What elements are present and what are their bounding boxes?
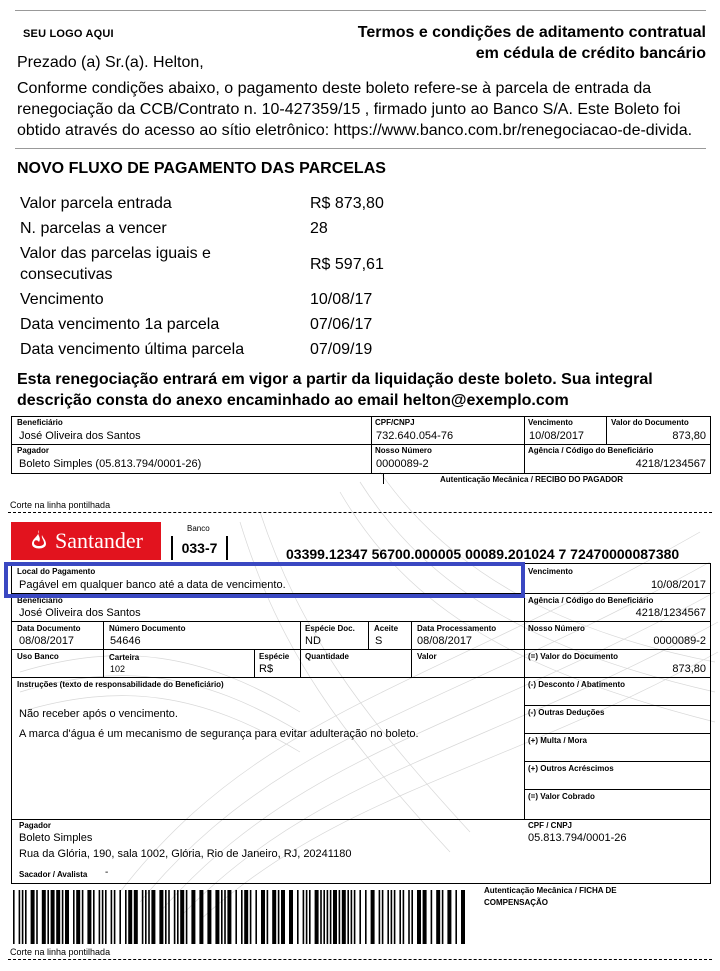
receipt-valor-label: Valor do Documento	[611, 418, 689, 427]
receipt-cpf-label: CPF/CNPJ	[375, 418, 415, 427]
ficha-row-divider	[524, 733, 711, 734]
row-value: 10/08/17	[310, 291, 373, 308]
beneficiario: José Oliveira dos Santos	[19, 607, 141, 619]
company-logo: SEU LOGO AQUI	[23, 28, 114, 40]
valor-doc: 873,80	[672, 663, 706, 675]
cell-divider	[411, 649, 412, 677]
vencimento-label: Vencimento	[528, 567, 573, 576]
row-value: R$ 597,61	[310, 255, 384, 273]
ficha-autenticacao-2: COMPENSAÇÃO	[484, 898, 549, 907]
bank-label: Banco	[187, 524, 210, 533]
data-doc: 08/08/2017	[19, 635, 75, 647]
section-title: NOVO FLUXO DE PAGAMENTO DAS PARCELAS	[17, 160, 386, 177]
greeting: Prezado (a) Sr.(a). Helton,	[17, 54, 204, 71]
ficha-right-column-divider	[524, 563, 525, 820]
sacador: -	[105, 867, 109, 878]
ficha-row-divider	[524, 705, 711, 706]
cell-divider	[368, 621, 369, 649]
ficha-row-divider	[11, 621, 711, 622]
receipt-left-border	[11, 416, 12, 474]
receipt-col-divider	[524, 416, 525, 474]
pagador-cpf-label: CPF / CNPJ	[528, 821, 573, 830]
row-value: 28	[310, 220, 328, 237]
cell-divider	[411, 621, 412, 649]
local-label: Local do Pagamento	[17, 567, 96, 576]
top-divider	[15, 10, 706, 11]
instrucao-2: A marca d'água é um mecanismo de segurança para evitar adulteração no boleto.	[19, 728, 419, 740]
pagador-label: Pagador	[19, 821, 52, 830]
cell-divider	[254, 649, 255, 677]
pagador-nome: Boleto Simples	[19, 832, 93, 844]
ficha-row-divider	[524, 761, 711, 762]
row-value: 07/06/17	[310, 316, 373, 333]
row-label: Vencimento	[20, 291, 104, 308]
table-row	[17, 242, 387, 288]
cut-line	[8, 512, 712, 513]
receipt-nosso-label: Nosso Número	[375, 446, 432, 455]
beneficiario-label: Beneficiário	[17, 596, 63, 605]
nosso-numero: 0000089-2	[653, 635, 706, 647]
pagador-cpf: 05.813.794/0001-26	[528, 832, 627, 844]
receipt-agencia-label: Agência / Código do Beneficiário	[528, 446, 654, 455]
cut-line-bottom	[8, 959, 712, 960]
carteira-label: Carteira	[109, 653, 140, 662]
aceite: S	[375, 635, 383, 647]
barcode	[13, 890, 469, 944]
instrucao-1: Não receber após o vencimento.	[19, 708, 178, 720]
especie: R$	[259, 663, 274, 675]
row-label: Data vencimento última parcela	[20, 341, 245, 358]
ficha-row-divider	[11, 677, 711, 678]
bank-name: Santander	[55, 528, 143, 553]
linha-digitavel: 03399.12347 56700.000005 00089.201024 7 72470000087380	[286, 546, 680, 562]
receipt-agencia: 4218/1234567	[635, 458, 706, 470]
table-row	[17, 338, 387, 363]
auth-bracket	[383, 474, 384, 484]
desconto-label: (-) Desconto / Abatimento	[528, 680, 626, 689]
ficha-autenticacao-1: Autenticação Mecânica / FICHA DE	[484, 886, 617, 895]
receipt-vencimento: 10/08/2017	[529, 430, 585, 442]
cell-divider	[300, 649, 301, 677]
outros-acrescimos-label: (+) Outros Acréscimos	[528, 764, 614, 773]
row-label: Data vencimento 1a parcela	[20, 316, 220, 333]
receipt-col-divider	[371, 416, 372, 474]
receipt-valor: 873,80	[672, 430, 706, 442]
receipt-pagador-label: Pagador	[17, 446, 50, 455]
multa-label: (+) Multa / Mora	[528, 736, 587, 745]
bank-code: 033-7	[171, 536, 228, 560]
cut-line-label-bottom: Corte na linha pontilhada	[10, 947, 111, 957]
row-label: Valor parcela entrada	[20, 195, 172, 212]
ficha-row-divider	[11, 649, 711, 650]
especie-doc-label: Espécie Doc.	[305, 624, 355, 633]
table-row	[17, 192, 387, 217]
data-doc-label: Data Documento	[17, 624, 81, 633]
sacador-label: Sacador / Avalista	[19, 870, 88, 879]
validity-notice: Esta renegociação entrará em vigor a partir da liquidação deste boleto. Sua integral descrição consta do anexo encaminhado ao email helton@exemplo.com	[17, 371, 653, 409]
valor-label: Valor	[417, 652, 437, 661]
receipt-nosso: 0000089-2	[376, 458, 429, 470]
receipt-beneficiario: José Oliveira dos Santos	[19, 430, 141, 442]
cell-divider	[103, 649, 104, 677]
uso-banco-label: Uso Banco	[17, 652, 59, 661]
data-proc: 08/08/2017	[417, 635, 473, 647]
table-row	[17, 288, 387, 313]
num-doc-label: Número Documento	[109, 624, 186, 633]
receipt-pagador: Boleto Simples (05.813.794/0001-26)	[19, 458, 202, 470]
receipt-autenticacao: Autenticação Mecânica / RECIBO DO PAGADOR	[440, 475, 623, 484]
row-label: Valor das parcelas iguais e consecutivas	[20, 245, 211, 283]
especie-doc: ND	[305, 635, 321, 647]
title-line-2: em cédula de crédito bancário	[475, 45, 706, 62]
especie-label: Espécie	[259, 652, 290, 661]
quantidade-label: Quantidade	[305, 652, 350, 661]
outras-deducoes-label: (-) Outras Deduções	[528, 708, 605, 717]
carteira: 102	[110, 664, 126, 674]
ficha-row-divider	[524, 789, 711, 790]
receipt-vencimento-label: Vencimento	[528, 418, 573, 427]
title-line-1: Termos e condições de aditamento contratual	[357, 24, 706, 41]
intro-paragraph: Conforme condições abaixo, o pagamento deste boleto refere-se à parcela de entrada da renegociação da CCB/Contrato n. 10-427359/15 , firmado junto ao Banco S/A. Este Boleto foi obtido através do acesso ao sítio eletrônico: https://www.banco.com.br/renegociacao-de-divida.	[17, 80, 693, 139]
santander-logo	[11, 522, 161, 560]
cut-line-label: Corte na linha pontilhada	[10, 500, 111, 510]
pagador-endereco: Rua da Glória, 190, sala 1002, Glória, Rio de Janeiro, RJ, 20241180	[19, 848, 352, 860]
highlight-box	[4, 562, 525, 598]
flame-icon	[29, 529, 49, 553]
local-pagamento: Pagável em qualquer banco até a data de vencimento.	[19, 579, 286, 591]
receipt-cpf: 732.640.054-76	[376, 430, 454, 442]
data-proc-label: Data Processamento	[417, 624, 497, 633]
receipt-row-divider	[11, 444, 711, 445]
receipt-col-divider	[606, 416, 607, 444]
valor-doc-label: (=) Valor do Documento	[528, 652, 619, 661]
table-row	[17, 217, 387, 242]
num-doc: 54646	[110, 635, 141, 647]
cell-divider	[103, 621, 104, 649]
section-divider	[15, 148, 706, 149]
row-label: N. parcelas a vencer	[20, 220, 167, 237]
agencia-label: Agência / Código do Beneficiário	[528, 596, 654, 605]
receipt-beneficiario-label: Beneficiário	[17, 418, 63, 427]
instrucoes-label: Instruções (texto de responsabilidade do Beneficiário)	[17, 680, 224, 689]
row-value: 07/09/19	[310, 341, 373, 358]
table-row	[17, 313, 387, 338]
vencimento: 10/08/2017	[650, 579, 706, 591]
row-value: R$ 873,80	[310, 195, 384, 212]
cell-divider	[300, 621, 301, 649]
agencia: 4218/1234567	[635, 607, 706, 619]
aceite-label: Aceite	[374, 624, 399, 633]
document-title	[326, 22, 706, 64]
nosso-label: Nosso Número	[528, 624, 585, 633]
payment-flow-table	[17, 192, 387, 363]
valor-cobrado-label: (=) Valor Cobrado	[528, 792, 595, 801]
